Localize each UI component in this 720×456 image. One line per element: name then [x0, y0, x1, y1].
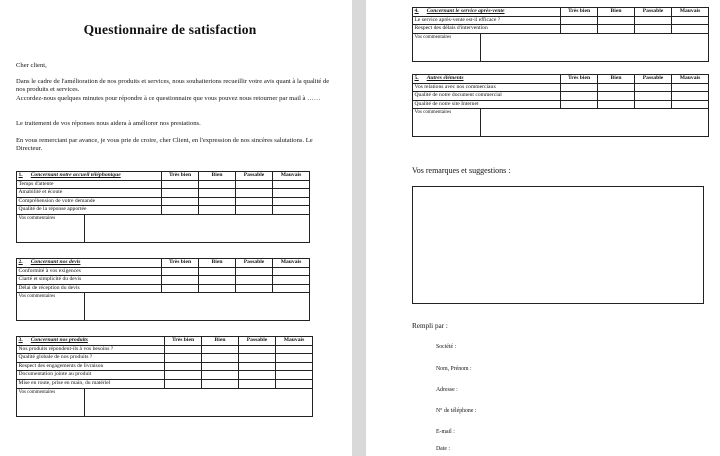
rating-cell[interactable] [199, 284, 236, 293]
rating-cell[interactable] [273, 284, 310, 293]
question-label: Qualité de la réponse apportée [17, 206, 162, 215]
section-label: Concernant nos produits [30, 337, 88, 343]
rating-cell[interactable] [162, 189, 199, 198]
rating-cell[interactable] [273, 276, 310, 285]
contact-field-label: Adresse : [436, 387, 458, 393]
question-label: Qualité de notre site Internet [413, 100, 561, 109]
rating-cell[interactable] [162, 197, 199, 206]
rating-header: Très bien [162, 172, 199, 181]
rating-table [16, 171, 310, 243]
rating-cell[interactable] [276, 354, 313, 363]
table-section-title [413, 75, 561, 84]
rating-cell[interactable] [165, 354, 202, 363]
section-label: Concernant le service après-vente [426, 8, 505, 14]
question-label: Qualité globale de nos produits ? [17, 354, 165, 363]
question-label: Clarté et simplicité du devis [17, 276, 162, 285]
rating-cell[interactable] [199, 197, 236, 206]
rating-cell[interactable] [561, 100, 598, 109]
greeting: Cher client, [16, 62, 47, 69]
question-label: Nos produits répondent-ils à vos besoins ? [17, 345, 165, 354]
section-label: Autres éléments [426, 75, 464, 81]
comments-label: Vos commentaires [413, 34, 481, 61]
comments-label: Vos commentaires [17, 389, 85, 416]
question-label: Documentation jointe au produit [17, 371, 165, 380]
question-label: Qualité de notre document commercial [413, 92, 561, 101]
comments-field[interactable] [85, 215, 309, 242]
question-label: Délai de réception du devis [17, 284, 162, 293]
rating-cell[interactable] [165, 379, 202, 388]
table-row [17, 180, 310, 189]
comments-field[interactable] [481, 34, 708, 61]
rating-cell[interactable] [239, 371, 276, 380]
rating-cell[interactable] [162, 206, 199, 215]
comments-label: Vos commentaires [17, 215, 85, 242]
rating-cell[interactable] [236, 284, 273, 293]
table-section-title [17, 337, 165, 346]
rating-header: Passable [236, 172, 273, 181]
rating-cell[interactable] [202, 345, 239, 354]
table-row [413, 92, 709, 101]
question-label: Mise en route, prise en main, du matériel [17, 379, 165, 388]
rating-header: Mauvais [672, 75, 709, 84]
section-label: Concernant notre accueil téléphonique [30, 172, 121, 178]
rating-cell[interactable] [672, 25, 709, 34]
rating-header: Passable [236, 259, 273, 268]
question-label: Conformité à vos exigences [17, 267, 162, 276]
rating-cell[interactable] [598, 83, 635, 92]
rating-header: Mauvais [276, 337, 313, 346]
section-number: 1. [18, 172, 23, 178]
contact-field-label: N° de téléphone : [436, 408, 477, 414]
rating-header: Très bien [561, 75, 598, 84]
rating-cell[interactable] [672, 16, 709, 25]
rating-cell[interactable] [561, 92, 598, 101]
intro-paragraph-3: Le traitement de vos réponses nous aidera à améliorer nos prestations. [16, 120, 201, 127]
question-label: Respect des délais d'intervention [413, 25, 561, 34]
table-row [17, 189, 310, 198]
rating-cell[interactable] [162, 180, 199, 189]
comments-label: Vos commentaires [17, 293, 85, 320]
rating-header: Très bien [561, 8, 598, 17]
rating-cell[interactable] [165, 362, 202, 371]
rating-cell[interactable] [273, 206, 310, 215]
section-number: 2. [18, 259, 23, 265]
table-row [17, 267, 310, 276]
table-row [17, 197, 310, 206]
rating-cell[interactable] [276, 371, 313, 380]
comments-row[interactable] [413, 109, 709, 137]
rating-cell[interactable] [273, 197, 310, 206]
rating-cell[interactable] [236, 276, 273, 285]
intro-paragraph-1: Dans le cadre de l'amélioration de nos produits et services, nous souhaiterions recueillir votre avis quant à la qualité de nos produits et services. [16, 78, 330, 93]
question-label: Vos relations avec nos commerciaux [413, 83, 561, 92]
rating-cell[interactable] [236, 267, 273, 276]
rating-header: Mauvais [273, 259, 310, 268]
rating-cell[interactable] [236, 206, 273, 215]
section-number: 5. [414, 75, 419, 81]
rating-table [412, 74, 709, 137]
rating-cell[interactable] [162, 284, 199, 293]
section-number: 3. [18, 337, 23, 343]
table-row [17, 371, 313, 380]
table-row [17, 276, 310, 285]
rating-cell[interactable] [561, 16, 598, 25]
rating-cell[interactable] [672, 100, 709, 109]
rating-header: Bien [199, 172, 236, 181]
rating-cell[interactable] [635, 83, 672, 92]
table-row [17, 284, 310, 293]
table-row [413, 16, 709, 25]
table-row [17, 379, 313, 388]
rating-cell[interactable] [239, 345, 276, 354]
rating-table [16, 336, 313, 417]
rating-cell[interactable] [239, 362, 276, 371]
comments-field[interactable] [481, 109, 708, 136]
section-number: 4. [414, 8, 419, 14]
comments-row[interactable] [17, 388, 313, 416]
rating-header: Bien [199, 259, 236, 268]
rating-cell[interactable] [202, 371, 239, 380]
rating-cell[interactable] [276, 345, 313, 354]
rating-header: Passable [239, 337, 276, 346]
comments-label: Vos commentaires [413, 109, 481, 136]
remarks-box[interactable] [412, 186, 704, 304]
question-label: Amabilité et écoute [17, 189, 162, 198]
rating-cell[interactable] [165, 371, 202, 380]
table-row [17, 354, 313, 363]
document-title: Questionnaire de satisfaction [83, 22, 257, 37]
rating-cell[interactable] [273, 180, 310, 189]
rating-cell[interactable] [635, 100, 672, 109]
rating-cell[interactable] [236, 180, 273, 189]
rating-cell[interactable] [202, 379, 239, 388]
rating-cell[interactable] [672, 92, 709, 101]
rating-cell[interactable] [273, 189, 310, 198]
rating-cell[interactable] [598, 92, 635, 101]
question-label: Temps d'attente [17, 180, 162, 189]
table-row [17, 362, 313, 371]
rating-header: Passable [635, 8, 672, 17]
contact-field-label: E-mail : [436, 429, 455, 435]
rating-header: Bien [598, 75, 635, 84]
contact-field-label: Société : [436, 344, 457, 350]
remarks-title: Vos remarques et suggestions : [412, 166, 511, 175]
table-section-title [17, 172, 162, 181]
table-row [413, 100, 709, 109]
rating-cell[interactable] [598, 25, 635, 34]
rating-cell[interactable] [162, 267, 199, 276]
question-label: Le service après-vente est-il efficace ? [413, 16, 561, 25]
rating-cell[interactable] [276, 379, 313, 388]
table-row [413, 25, 709, 34]
table-section-title [17, 259, 162, 268]
rating-header: Très bien [162, 259, 199, 268]
rating-cell[interactable] [202, 354, 239, 363]
rating-cell[interactable] [239, 354, 276, 363]
rating-header: Mauvais [273, 172, 310, 181]
rating-header: Mauvais [672, 8, 709, 17]
rating-cell[interactable] [635, 16, 672, 25]
rating-header: Bien [598, 8, 635, 17]
rating-cell[interactable] [199, 206, 236, 215]
page-right [366, 0, 720, 456]
page-left [0, 0, 352, 456]
table-row [413, 83, 709, 92]
rating-table [412, 7, 709, 62]
rating-cell[interactable] [239, 379, 276, 388]
rating-cell[interactable] [199, 189, 236, 198]
rating-cell[interactable] [165, 345, 202, 354]
rating-cell[interactable] [202, 362, 239, 371]
comments-field[interactable] [85, 389, 312, 416]
rating-cell[interactable] [276, 362, 313, 371]
intro-paragraph-2: Accordez-nous quelques minutes pour répondre à ce questionnaire que vous pouvez nous retourner par mail à …… [16, 95, 321, 102]
rating-cell[interactable] [199, 276, 236, 285]
rating-cell[interactable] [273, 267, 310, 276]
rating-cell[interactable] [199, 267, 236, 276]
question-label: Compréhension de votre demande [17, 197, 162, 206]
question-label: Respect des engagements de livraison [17, 362, 165, 371]
table-row [17, 206, 310, 215]
rating-cell[interactable] [598, 100, 635, 109]
table-row [17, 345, 313, 354]
rating-cell[interactable] [162, 276, 199, 285]
rating-header: Passable [635, 75, 672, 84]
table-section-title [413, 8, 561, 17]
rating-header: Très bien [165, 337, 202, 346]
contact-field-label: Nom, Prénom : [436, 366, 472, 372]
rating-header: Bien [202, 337, 239, 346]
rating-cell[interactable] [672, 83, 709, 92]
rating-cell[interactable] [199, 180, 236, 189]
section-label: Concernant nos devis [30, 259, 81, 265]
comments-field[interactable] [85, 293, 309, 320]
rating-cell[interactable] [598, 16, 635, 25]
rating-cell[interactable] [236, 189, 273, 198]
comments-row[interactable] [17, 293, 310, 321]
rating-cell[interactable] [561, 25, 598, 34]
rating-cell[interactable] [635, 25, 672, 34]
rating-cell[interactable] [236, 197, 273, 206]
rating-cell[interactable] [561, 83, 598, 92]
contact-field-label: Date : [436, 446, 451, 452]
intro-paragraph-4: En vous remerciant par avance, je vous prie de croire, cher Client, en l'expression de nos sincères salutations. Le Directeur. [16, 137, 313, 152]
rating-cell[interactable] [635, 92, 672, 101]
rating-table [16, 258, 310, 321]
comments-row[interactable] [413, 33, 709, 61]
filled-by-label: Rempli par : [412, 322, 448, 330]
comments-row[interactable] [17, 214, 310, 242]
